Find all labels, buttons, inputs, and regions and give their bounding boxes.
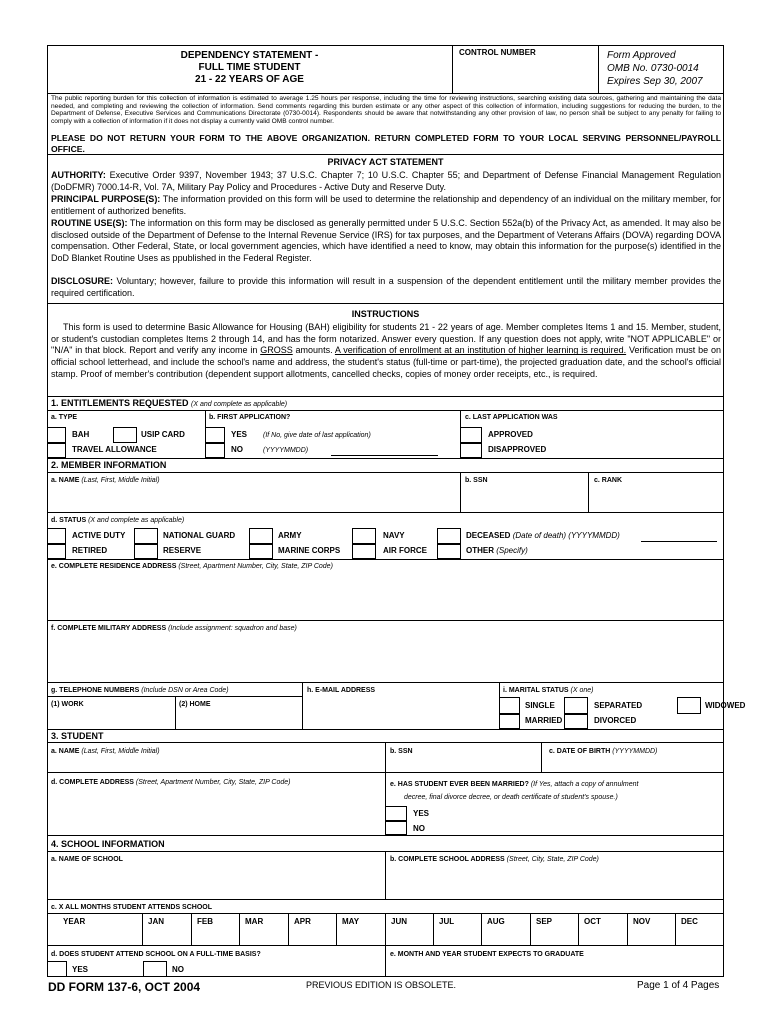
full-time-yes-checkbox[interactable] xyxy=(47,961,67,977)
ever-married-yes-checkbox[interactable] xyxy=(385,806,407,821)
approved-checkbox[interactable] xyxy=(460,427,482,443)
form-identifier: DD FORM 137-6, OCT 2004 xyxy=(48,980,201,994)
first-app-hint: (If No, give date of last application) xyxy=(263,432,371,439)
s1-first-application-label: b. FIRST APPLICATION? xyxy=(209,414,291,421)
page-number: Page 1 of 4 Pages xyxy=(637,980,720,991)
month-cell-jun[interactable] xyxy=(386,926,432,944)
email-label: h. E-MAIL ADDRESS xyxy=(307,687,376,694)
month-label-feb: FEB xyxy=(197,917,213,926)
control-number-label: CONTROL NUMBER xyxy=(459,48,536,57)
divorced-checkbox[interactable] xyxy=(564,714,588,729)
other-label: OTHER (Specify) xyxy=(466,546,528,555)
month-cell-sep[interactable] xyxy=(531,926,577,944)
month-cell-mar[interactable] xyxy=(240,926,287,944)
return-warning: PLEASE DO NOT RETURN YOUR FORM TO THE ABOVE ORGANIZATION. RETURN COMPLETED FORM TO YOUR LOCAL SERVING PERSONNEL/PAYROLL OFFICE. xyxy=(51,133,721,154)
month-label-jan: JAN xyxy=(148,917,165,926)
student-dob-field[interactable] xyxy=(542,757,723,771)
school-name-field[interactable] xyxy=(48,866,384,898)
national-guard-label: NATIONAL GUARD xyxy=(163,531,236,540)
marine-corps-checkbox[interactable] xyxy=(249,544,273,559)
disapproved-checkbox[interactable] xyxy=(460,443,482,458)
expiration-date: Expires Sep 30, 2007 xyxy=(607,76,703,87)
approved-label: APPROVED xyxy=(488,430,533,439)
form-title-line2: FULL TIME STUDENT xyxy=(198,62,301,73)
bah-label: BAH xyxy=(72,430,90,439)
month-label-nov: NOV xyxy=(633,917,651,926)
month-cell-aug[interactable] xyxy=(482,926,529,944)
single-checkbox[interactable] xyxy=(499,697,520,714)
month-label-sep: SEP xyxy=(536,917,553,926)
divorced-label: DIVORCED xyxy=(594,716,637,725)
widowed-checkbox[interactable] xyxy=(677,697,701,714)
first-app-no-label: NO xyxy=(231,445,243,454)
separated-label: SEPARATED xyxy=(594,701,643,710)
form-title-line1: DEPENDENCY STATEMENT - xyxy=(180,50,319,61)
section2-title: 2. MEMBER INFORMATION xyxy=(51,460,167,470)
military-address-label: f. COMPLETE MILITARY ADDRESS (Include assignment: squadron and base) xyxy=(51,625,297,632)
last-application-date-field[interactable] xyxy=(331,455,438,456)
student-name-label: a. NAME (Last, First, Middle Initial) xyxy=(51,748,160,755)
ever-married-yes-label: YES xyxy=(413,809,430,818)
residence-address-label: e. COMPLETE RESIDENCE ADDRESS (Street, Apartment Number, City, State, ZIP Code) xyxy=(51,563,333,570)
first-app-yes-label: YES xyxy=(231,430,248,439)
reserve-label: RESERVE xyxy=(163,546,202,555)
month-label-dec: DEC xyxy=(681,917,698,926)
retired-checkbox[interactable] xyxy=(47,544,66,559)
month-cell-dec[interactable] xyxy=(676,926,723,944)
graduation-date-label: e. MONTH AND YEAR STUDENT EXPECTS TO GRADUATE xyxy=(390,951,584,958)
full-time-basis-label: d. DOES STUDENT ATTEND SCHOOL ON A FULL-TIME BASIS? xyxy=(51,951,261,958)
month-label-aug: AUG xyxy=(487,917,505,926)
s1-type-label: a. TYPE xyxy=(51,414,78,421)
month-cell-nov[interactable] xyxy=(628,926,674,944)
student-dob-label: c. DATE OF BIRTH (YYYYMMDD) xyxy=(549,748,658,755)
travel-allowance-label: TRAVEL ALLOWANCE xyxy=(72,445,157,454)
residence-address-field[interactable] xyxy=(48,573,723,619)
active-duty-checkbox[interactable] xyxy=(47,528,66,544)
section1-title: 1. ENTITLEMENTS REQUESTED (X and complete as applicable) xyxy=(51,398,288,408)
obsolete-notice: PREVIOUS EDITION IS OBSOLETE. xyxy=(306,980,457,990)
year-field[interactable] xyxy=(48,926,142,944)
form-title-line3: 21 - 22 YEARS OF AGE xyxy=(195,74,304,85)
marital-status-label: i. MARITAL STATUS (X one) xyxy=(503,687,594,694)
privacy-authority: AUTHORITY: Executive Order 9397, November 1943; 37 U.S.C. Chapter 7; 10 U.S.C. Chapter 55; and Department of Defense Financial Management Regulation (DoDFMR) 7000.14-R, Vol. 7A, Military Pay Policy and Procedures - Active Duty and Reserve Duty. xyxy=(51,170,721,192)
member-ssn-field[interactable] xyxy=(461,486,587,511)
privacy-purpose: PRINCIPAL PURPOSE(S): The information provided on this form will be used to determine the relationship and dependency of an individual on the military member, for entitlement of authorized benefits. xyxy=(51,194,721,216)
school-name-label: a. NAME OF SCHOOL xyxy=(51,856,123,863)
full-time-no-checkbox[interactable] xyxy=(143,961,167,977)
marine-corps-label: MARINE CORPS xyxy=(278,546,341,555)
school-address-field[interactable] xyxy=(386,866,723,898)
year-label: YEAR xyxy=(63,917,86,926)
member-rank-label: c. RANK xyxy=(594,477,623,484)
s1-last-application-label: c. LAST APPLICATION WAS xyxy=(465,414,558,421)
omb-number: OMB No. 0730-0014 xyxy=(607,63,699,74)
other-checkbox[interactable] xyxy=(437,544,461,559)
student-address-label: d. COMPLETE ADDRESS (Street, Apartment Number, City, State, ZIP Code) xyxy=(51,779,291,786)
navy-checkbox[interactable] xyxy=(352,528,376,544)
month-label-apr: APR xyxy=(294,917,311,926)
section4-title: 4. SCHOOL INFORMATION xyxy=(51,839,165,849)
deceased-label: DECEASED (Date of death) (YYYYMMDD) xyxy=(466,531,620,540)
student-name-field[interactable] xyxy=(48,757,384,771)
burden-statement: The public reporting burden for this collection of information is estimated to average 1.25 hours per response, including the time for reviewing instructions, searching existing data sources, gathering and maintaining the data needed, and completing and reviewing the collection of information. Send comments regarding this burden estimate or any other aspect of this collection of information, including suggestions for reducing the burden, to the Department of Defense, Executive Services and Communications Directorate (0730-0014). Respondents should be aware that notwithstanding any other provision of law, no person shall be subject to any penalty for failing to comply with a collection of information if it does not display a currently valid OMB control number. xyxy=(51,95,721,125)
month-cell-jan[interactable] xyxy=(143,926,190,944)
member-name-label: a. NAME (Last, First, Middle Initial) xyxy=(51,477,160,484)
deceased-checkbox[interactable] xyxy=(437,528,461,544)
privacy-act-title: PRIVACY ACT STATEMENT xyxy=(327,157,444,167)
bah-checkbox[interactable] xyxy=(47,427,66,443)
section3-title: 3. STUDENT xyxy=(51,731,104,741)
control-number-field[interactable] xyxy=(453,58,597,92)
instructions-title: INSTRUCTIONS xyxy=(351,309,420,319)
month-label-jun: JUN xyxy=(391,917,408,926)
month-cell-apr[interactable] xyxy=(289,926,335,944)
student-address-field[interactable] xyxy=(48,789,384,833)
ever-married-hint: decree, final divorce decree, or death certificate of student's spouse.) xyxy=(404,794,618,801)
air-force-label: AIR FORCE xyxy=(383,546,427,555)
first-app-yes-checkbox[interactable] xyxy=(205,427,225,443)
usip-card-label: USIP CARD xyxy=(141,430,185,439)
member-name-field[interactable] xyxy=(48,486,459,511)
date-of-death-field[interactable] xyxy=(641,541,717,542)
member-ssn-label: b. SSN xyxy=(465,477,488,484)
ever-married-no-checkbox[interactable] xyxy=(385,821,407,835)
full-time-no-label: NO xyxy=(172,965,184,974)
email-field[interactable] xyxy=(303,697,498,728)
privacy-disclosure: DISCLOSURE: Voluntary; however, failure to provide this information will result in a suspension of the dependent entitlement until the military member provides the required certification. xyxy=(51,276,721,298)
first-app-date-hint: (YYYYMMDD) xyxy=(263,447,309,454)
usip-card-checkbox[interactable] xyxy=(113,427,137,443)
month-cell-feb[interactable] xyxy=(192,926,238,944)
first-app-no-checkbox[interactable] xyxy=(205,443,225,458)
army-checkbox[interactable] xyxy=(249,528,273,544)
month-label-mar: MAR xyxy=(245,917,264,926)
single-label: SINGLE xyxy=(525,701,555,710)
month-cell-jul[interactable] xyxy=(434,926,480,944)
instructions-text: This form is used to determine Basic Allowance for Housing (BAH) eligibility for students 21 - 22 years of age. Member completes Items 1 and 15. Member, student, or student's custodian completes Items 2 through 14, and has the form notarized. Answer every question. If any question does not apply, write "NOT APPLICABLE" or "N/A" in that block. Report and verify any income in GROSS amounts. A verification of enrollment at an institution of higher learning is required. Verification must be on official school letterhead, and include the school's name and address, the student's status (full-time or part-time), the projected graduation date, and the school's official stamp. Proof of member's contribution (dependent support allotments, cancelled checks, copies of money order receipts, etc., is required. xyxy=(51,322,721,379)
home-phone-field[interactable] xyxy=(176,710,301,728)
work-phone-field[interactable] xyxy=(48,710,174,728)
full-time-yes-label: YES xyxy=(72,965,89,974)
disapproved-label: DISAPPROVED xyxy=(488,445,547,454)
month-label-jul: JUL xyxy=(439,917,455,926)
army-label: ARMY xyxy=(278,531,302,540)
student-ssn-label: b. SSN xyxy=(390,748,413,755)
privacy-routine-uses: ROUTINE USE(S): The information on this form may be disclosed as generally permitted under 5 U.S.C. Section 552a(b) of the Privacy Act, as amended. It may also be disclosed outside of the Department of Defense to the Internal Revenue Service (IRS) for tax purposes, and the Department of Veterans Affairs (DOVA) regarding DOVA compensation. Other Federal, State, or local government agencies, which have identified a need to know, may obtain this information for the purpose(s) identified in the DoD Blanket Routine Uses as ppublished in the Federal Register. xyxy=(51,218,721,264)
telephone-label: g. TELEPHONE NUMBERS (Include DSN or Area Code) xyxy=(51,687,229,694)
ever-married-no-label: NO xyxy=(413,824,425,833)
month-cell-oct[interactable] xyxy=(579,926,626,944)
active-duty-label: ACTIVE DUTY xyxy=(72,531,126,540)
separated-checkbox[interactable] xyxy=(564,697,588,714)
work-phone-label: (1) WORK xyxy=(51,701,84,708)
military-address-field[interactable] xyxy=(48,635,723,681)
month-label-oct: OCT xyxy=(584,917,601,926)
graduation-date-field[interactable] xyxy=(386,961,723,976)
national-guard-checkbox[interactable] xyxy=(134,528,158,544)
member-rank-field[interactable] xyxy=(589,486,723,511)
student-ssn-field[interactable] xyxy=(386,757,540,771)
widowed-label: WIDOWED xyxy=(705,701,746,710)
retired-label: RETIRED xyxy=(72,546,108,555)
month-cell-may[interactable] xyxy=(337,926,384,944)
travel-allowance-checkbox[interactable] xyxy=(47,443,66,458)
married-checkbox[interactable] xyxy=(499,714,520,729)
school-address-label: b. COMPLETE SCHOOL ADDRESS (Street, City, State, ZIP Code) xyxy=(390,856,599,863)
form-approved: Form Approved xyxy=(607,50,676,61)
home-phone-label: (2) HOME xyxy=(179,701,211,708)
reserve-checkbox[interactable] xyxy=(134,544,158,559)
navy-label: NAVY xyxy=(383,531,405,540)
ever-married-label: e. HAS STUDENT EVER BEEN MARRIED? (If Yes, attach a copy of annulment xyxy=(390,781,639,788)
month-label-may: MAY xyxy=(342,917,360,926)
months-attended-label: c. X ALL MONTHS STUDENT ATTENDS SCHOOL xyxy=(51,904,213,911)
air-force-checkbox[interactable] xyxy=(352,544,376,559)
member-status-label: d. STATUS (X and complete as applicable) xyxy=(51,517,185,524)
married-label: MARRIED xyxy=(525,716,563,725)
